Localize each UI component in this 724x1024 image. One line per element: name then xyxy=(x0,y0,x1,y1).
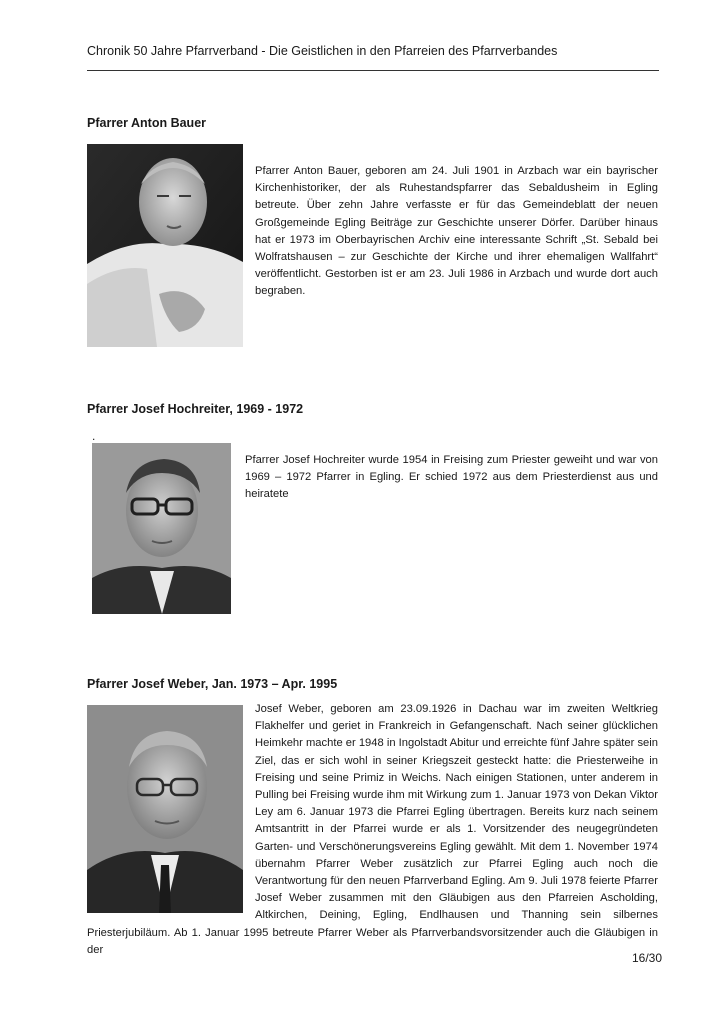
portrait-anton-bauer xyxy=(87,144,243,347)
section-text-bauer: Pfarrer Anton Bauer, geboren am 24. Juli 1901 in Arzbach war ein bayrischer Kirchenhistoriker, der als Ruhestandspfarrer das Sebaldusheim in Egling betreute. Über zehn Jahre verfasste er für das Gemeindeblatt der neuen Großgemeinde Egling Beiträge zur Geschichte unserer Dörfer. Darüber hinaus hat er 1973 im Oberbayrischen Archiv eine interessante Schrift „St. Sebald bei Wolfratshausen – zur Geschichte der Kirche und ihrer ehemaligen Wallfahrt“ veröffentlicht. Gestorben ist er am 23. Juli 1986 in Arzbach und wurde dort auch begraben. xyxy=(255,165,658,298)
stray-marker: . xyxy=(92,429,96,443)
section-heading-bauer: Pfarrer Anton Bauer xyxy=(87,116,207,130)
section-heading-hochreiter: Pfarrer Josef Hochreiter, 1969 - 1972 xyxy=(87,402,304,416)
section-text-weber xyxy=(87,701,658,956)
section-heading-weber: Pfarrer Josef Weber, Jan. 1973 – Apr. 1995 xyxy=(87,677,338,691)
section-text-weber-content: Josef Weber, geboren am 23.09.1926 in Dachau war im zweiten Weltkrieg Flakhelfer und geriet in Frankreich in Gefangenschaft. Nach seiner glücklichen Heimkehr machte er 1948 in Ingolstadt Abitur und erreichte fünf Jahre später sein Ziel, das er sich wohl in seiner Kriegszeit gesteckt hatte: die Priesterweihe in Freising und seine Primiz in Weichs. Nach einigen Stationen, unter anderem in Pulling bei Freising wurde ihm mit Wirkung zum 1. Januar 1973 von Dekan Viktor Ley am 6. Januar 1973 die Pfarrei Egling übertragen. Bereits kurz nach seinem Amtsantritt in der Pfarrei wurde er als 1. Vorsitzender des neugegründeten Garten- und Verschönerungsvereins Egling gewählt. Mit dem 1. November 1974 übernahm Pfarrer Weber zusätzlich zur Pfarrei Egling auch noch die Verantwortung für den neuen Pfarrverband Egling. Am 9. Juli 1978 feierte Pfarrer Josef Weber zusammen mit den Gläubigen aus den Pfarreien Ascholding, Altkirchen, Deining, Egling, Endlhausen und Thanning sein silbernes Priesterjubiläum. Ab 1. Januar 1995 betreute Pfarrer Weber als Pfarrverbandsvorsitzender auch die Gläubigen in der xyxy=(87,703,658,956)
page-header-title: Chronik 50 Jahre Pfarrverband - Die Geistlichen in den Pfarreien des Pfarrverbandes xyxy=(87,44,558,58)
page-number: 16/30 xyxy=(631,951,662,965)
header-rule xyxy=(87,70,659,71)
section-text-hochreiter: Pfarrer Josef Hochreiter wurde 1954 in Freising zum Priester geweiht und war von 1969 – 1972 Pfarrer in Egling. Er schied 1972 aus dem Priesterdienst aus und heiratete xyxy=(245,454,658,501)
portrait-josef-hochreiter xyxy=(92,443,231,614)
photo-wrap-spacer xyxy=(87,701,255,913)
